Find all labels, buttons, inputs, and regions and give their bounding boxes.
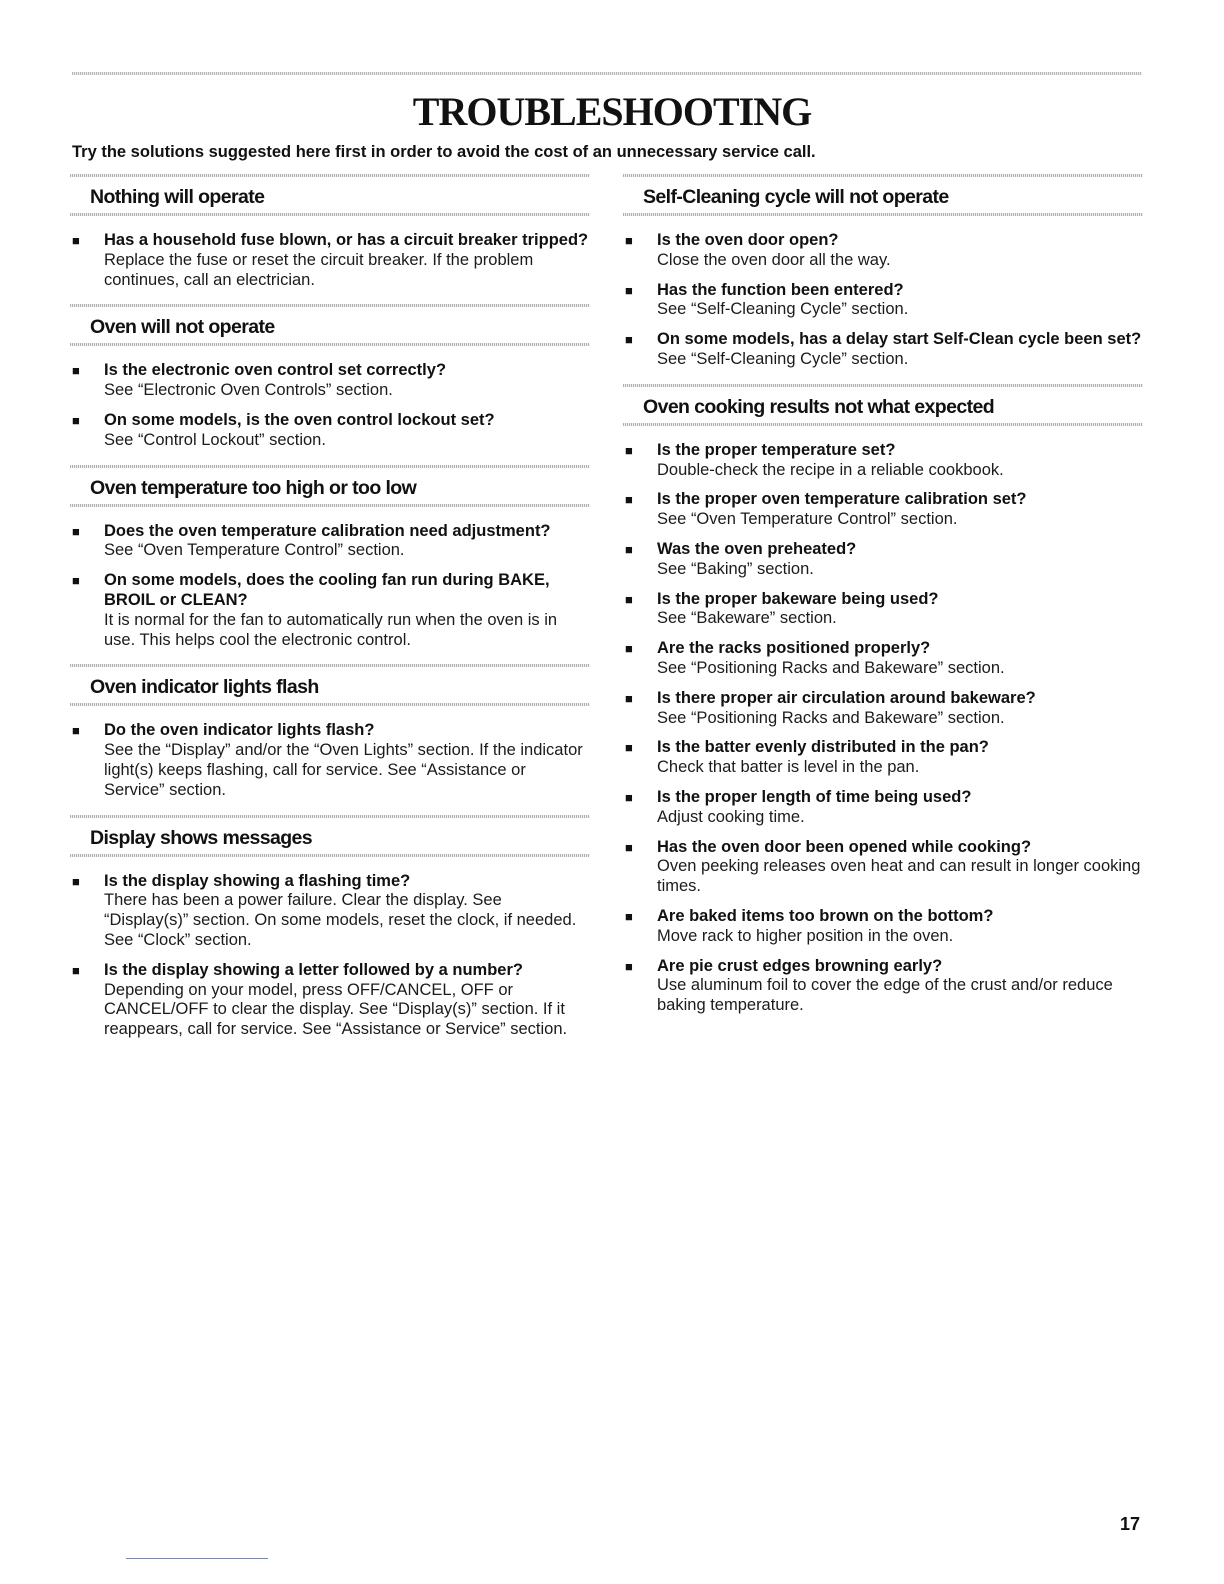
square-bullet-icon: ■	[625, 641, 633, 657]
section-heading: Oven will not operate	[90, 316, 275, 339]
page-number: 17	[1120, 1514, 1141, 1534]
item-question: Is the proper temperature set?	[657, 440, 896, 459]
item-answer: See “Positioning Racks and Bakeware” section.	[657, 708, 1005, 727]
item-answer: See “Bakeware” section.	[657, 609, 837, 628]
item-text	[657, 838, 1143, 897]
list-item	[623, 231, 1143, 271]
item-question: Is the display showing a flashing time?	[104, 871, 411, 890]
section-oven-cooking-results-not-what-expected	[623, 384, 1143, 1016]
item-text	[657, 788, 971, 828]
item-answer: Move rack to higher position in the oven.	[657, 926, 954, 945]
item-list	[70, 857, 590, 1040]
item-text	[657, 441, 1004, 481]
list-item	[623, 838, 1143, 897]
list-item	[623, 788, 1143, 828]
item-answer: See “Electronic Oven Controls” section.	[104, 381, 393, 400]
square-bullet-icon: ■	[72, 363, 80, 379]
list-item	[623, 490, 1143, 530]
item-question: Are pie crust edges browning early?	[657, 956, 943, 975]
item-text	[657, 957, 1143, 1016]
item-question: Has a household fuse blown, or has a circuit breaker tripped?	[104, 231, 589, 249]
list-item	[623, 540, 1143, 580]
item-answer: Double-check the recipe in a reliable cookbook.	[657, 460, 1004, 479]
left-column	[70, 174, 590, 1054]
item-answer: See “Control Lockout” section.	[104, 430, 326, 449]
item-text	[104, 231, 590, 290]
item-question: On some models, has a delay start Self-Clean cycle been set?	[657, 330, 1142, 349]
list-item	[70, 231, 590, 290]
item-question: Is the proper length of time being used?	[657, 787, 972, 806]
item-text	[657, 639, 1005, 679]
section-heading: Oven indicator lights flash	[90, 676, 319, 699]
section-nothing-will-operate	[70, 174, 590, 290]
item-question: Are the racks positioned properly?	[657, 639, 931, 658]
item-question: On some models, is the oven control lockout set?	[104, 410, 495, 429]
list-item	[623, 281, 1143, 321]
item-text	[657, 231, 891, 271]
list-item	[70, 361, 590, 401]
item-question: Is the proper bakeware being used?	[657, 589, 939, 608]
square-bullet-icon: ■	[72, 873, 80, 889]
list-item	[70, 411, 590, 451]
square-bullet-icon: ■	[625, 740, 633, 756]
item-text	[657, 907, 993, 947]
section-heading: Self-Cleaning cycle will not operate	[643, 186, 949, 208]
item-list	[70, 706, 590, 800]
list-item	[623, 907, 1143, 947]
item-text	[657, 689, 1036, 729]
list-item	[70, 872, 590, 951]
item-list	[623, 216, 1143, 370]
item-text	[104, 961, 590, 1040]
item-text	[104, 571, 590, 650]
item-question: Is the batter evenly distributed in the pan?	[657, 738, 989, 757]
item-answer: See “Baking” section.	[657, 559, 814, 578]
square-bullet-icon: ■	[72, 723, 80, 739]
list-item	[623, 689, 1143, 729]
item-question: Does the oven temperature calibration need adjustment?	[104, 521, 551, 540]
list-item	[623, 957, 1143, 1016]
square-bullet-icon: ■	[625, 492, 633, 508]
section-heading: Nothing will operate	[90, 186, 265, 208]
square-bullet-icon: ■	[72, 523, 80, 539]
square-bullet-icon: ■	[72, 573, 80, 589]
item-answer: Check that batter is level in the pan.	[657, 758, 920, 777]
item-text	[657, 330, 1141, 370]
square-bullet-icon: ■	[72, 962, 80, 978]
item-question: Is the oven door open?	[657, 231, 839, 249]
item-question: Are baked items too brown on the bottom?	[657, 906, 994, 925]
item-question: Has the oven door been opened while cooking?	[657, 837, 1032, 856]
list-item	[70, 721, 590, 800]
item-list	[70, 507, 590, 651]
page-title: TROUBLESHOOTING	[412, 89, 812, 134]
item-question: On some models, does the cooling fan run during BAKE, BROIL or CLEAN?	[104, 571, 550, 609]
square-bullet-icon: ■	[625, 282, 633, 298]
section-self-cleaning-cycle-will-not-operate	[623, 174, 1143, 370]
square-bullet-icon: ■	[625, 591, 633, 607]
square-bullet-icon: ■	[625, 908, 633, 924]
square-bullet-icon: ■	[625, 839, 633, 855]
list-item	[623, 590, 1143, 630]
list-item	[623, 639, 1143, 679]
item-text	[657, 281, 908, 321]
list-item	[623, 441, 1143, 481]
item-question: Is there proper air circulation around bakeware?	[657, 688, 1036, 707]
square-bullet-icon: ■	[625, 690, 633, 706]
item-answer: There has been a power failure. Clear the display. See “Display(s)” section. On some models, reset the clock, if needed. See “Clock” section.	[104, 891, 577, 949]
square-bullet-icon: ■	[625, 958, 633, 974]
item-answer: Depending on your model, press OFF/CANCEL, OFF or CANCEL/OFF to clear the display. See “Display(s)” section. If it reappears, call for service. See “Assistance or Service” section.	[104, 980, 568, 1039]
item-answer: Use aluminum foil to cover the edge of the crust and/or reduce baking temperature.	[657, 976, 1113, 1015]
item-text	[657, 590, 939, 630]
item-list	[70, 346, 590, 450]
item-question: Has the function been entered?	[657, 280, 904, 299]
item-answer: See “Positioning Racks and Bakeware” section.	[657, 658, 1005, 677]
item-text	[657, 540, 856, 580]
item-text	[104, 361, 446, 401]
item-answer: Oven peeking releases oven heat and can result in longer cooking times.	[657, 857, 1141, 896]
list-item	[623, 738, 1143, 778]
square-bullet-icon: ■	[625, 541, 633, 557]
top-rule	[72, 72, 1142, 75]
item-answer: Adjust cooking time.	[657, 807, 805, 826]
intro-text: Try the solutions suggested here first in order to avoid the cost of an unnecessary service call.	[72, 143, 816, 161]
list-item	[623, 330, 1143, 370]
list-item	[70, 961, 590, 1040]
section-display-shows-messages	[70, 815, 590, 1040]
item-question: Is the display showing a letter followed by a number?	[104, 960, 523, 979]
item-answer: See “Oven Temperature Control” section.	[104, 541, 405, 560]
item-list	[623, 426, 1143, 1016]
item-text	[657, 490, 1027, 530]
right-column	[623, 174, 1143, 1030]
item-question: Do the oven indicator lights flash?	[104, 721, 375, 740]
item-answer: See “Self-Cleaning Cycle” section.	[657, 349, 909, 368]
item-text	[104, 721, 590, 800]
list-item	[70, 522, 590, 562]
square-bullet-icon: ■	[625, 789, 633, 805]
item-answer: See “Oven Temperature Control” section.	[657, 510, 958, 529]
item-text	[104, 872, 590, 951]
item-text	[104, 522, 551, 562]
bottom-link-line	[126, 1558, 268, 1559]
square-bullet-icon: ■	[72, 233, 80, 248]
list-item	[70, 571, 590, 650]
item-text	[104, 411, 495, 451]
item-answer: See the “Display” and/or the “Oven Lights” section. If the indicator light(s) keeps flashing, call for service. See “Assistance or Service” section.	[104, 741, 583, 799]
section-heading: Display shows messages	[90, 826, 312, 849]
square-bullet-icon: ■	[625, 233, 633, 248]
item-answer: See “Self-Cleaning Cycle” section.	[657, 300, 909, 319]
item-text	[657, 738, 989, 778]
item-question: Is the electronic oven control set correctly?	[104, 361, 447, 380]
item-answer: It is normal for the fan to automatically run when the oven is in use. This helps cool the electronic control.	[104, 610, 558, 649]
item-answer: Replace the fuse or reset the circuit breaker. If the problem continues, call an electrician.	[104, 250, 534, 289]
item-question: Was the oven preheated?	[657, 539, 857, 558]
section-oven-indicator-lights-flash	[70, 664, 590, 800]
square-bullet-icon: ■	[72, 412, 80, 428]
square-bullet-icon: ■	[625, 442, 633, 458]
item-question: Is the proper oven temperature calibration set?	[657, 490, 1027, 509]
item-answer: Close the oven door all the way.	[657, 250, 891, 269]
section-heading: Oven cooking results not what expected	[643, 395, 995, 418]
section-oven-will-not-operate	[70, 304, 590, 450]
square-bullet-icon: ■	[625, 332, 633, 348]
item-list	[70, 216, 590, 290]
section-oven-temperature-too-high-or-too-low	[70, 465, 590, 651]
section-heading: Oven temperature too high or too low	[90, 476, 417, 499]
